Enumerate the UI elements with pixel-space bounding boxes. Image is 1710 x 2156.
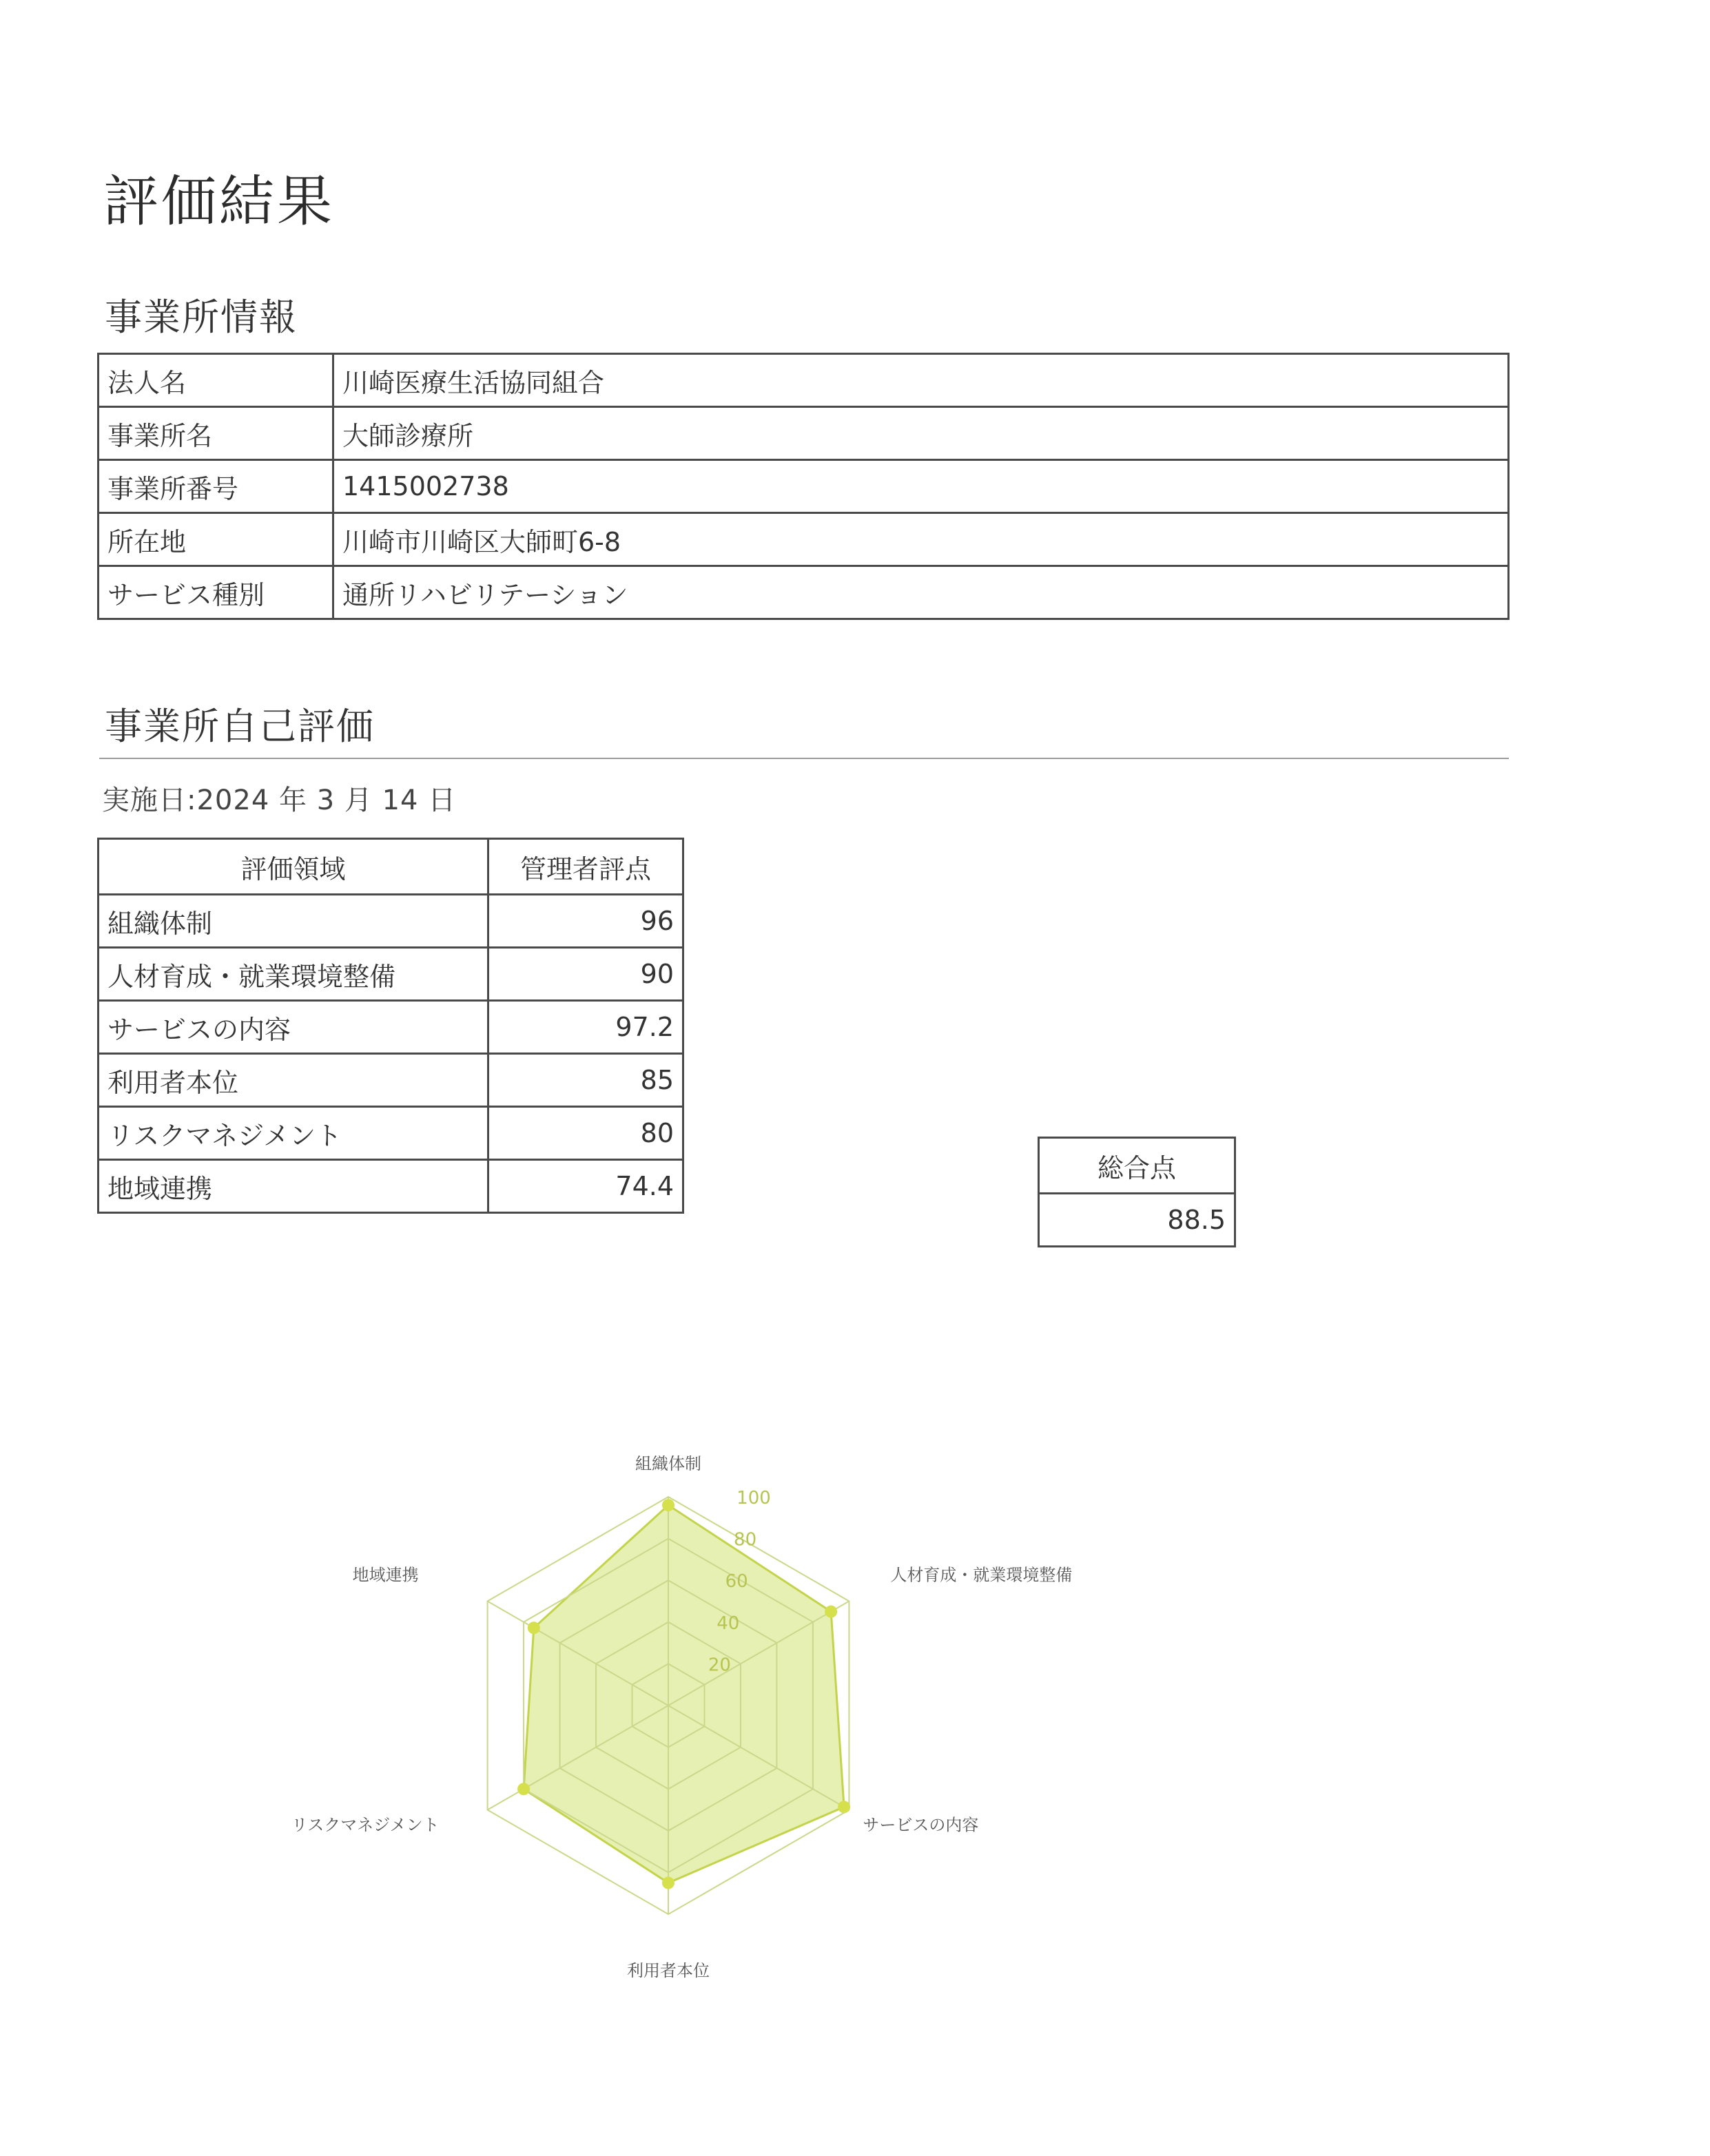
page-title: 評価結果 [103,169,335,234]
score-table [97,838,684,1214]
radar-axis-label: 利用者本位 [627,1961,710,1980]
table-row [99,460,1509,513]
table-row [99,948,683,1001]
table-row [99,1001,683,1054]
area-cell: 人材育成・就業環境整備 [99,948,488,1001]
radar-data-point [517,1783,530,1795]
score-cell: 97.2 [488,1001,683,1054]
total-value: 88.5 [1039,1194,1235,1247]
info-value: 川崎医療生活協同組合 [333,354,1509,407]
info-label: 事業所番号 [99,460,333,513]
radar-tick-label: 80 [734,1529,757,1551]
radar-data-point [662,1877,674,1889]
table-row [99,895,683,948]
info-value: 1415002738 [333,460,1509,513]
area-cell: サービスの内容 [99,1001,488,1054]
radar-data-point [838,1801,850,1813]
radar-series-area [524,1505,844,1883]
radar-axis-label: 人材育成・就業環境整備 [890,1565,1073,1585]
office-info-table [97,353,1510,620]
table-row [99,1054,683,1107]
column-header-area: 評価領域 [99,839,488,895]
score-cell: 74.4 [488,1160,683,1213]
score-cell: 85 [488,1054,683,1107]
section-title-office-info: 事業所情報 [105,296,298,339]
radar-axis-label: 組織体制 [635,1454,701,1473]
total-score-table [1038,1137,1236,1247]
info-label: 所在地 [99,513,333,566]
radar-axis-label: リスクマネジメント [291,1815,440,1835]
radar-axis-label: サービスの内容 [863,1815,979,1835]
total-label: 総合点 [1039,1138,1235,1194]
radar-chart [207,1371,1213,2060]
area-cell: リスクマネジメント [99,1107,488,1160]
table-row [99,354,1509,407]
radar-tick-label: 20 [708,1655,731,1676]
radar-tick-label: 60 [725,1571,748,1593]
table-row [99,1160,683,1213]
info-value: 川崎市川崎区大師町6-8 [333,513,1509,566]
table-row [99,1107,683,1160]
info-value: 大師診療所 [333,407,1509,460]
score-cell: 90 [488,948,683,1001]
column-header-score: 管理者評点 [488,839,683,895]
info-label: 事業所名 [99,407,333,460]
table-row [99,407,1509,460]
area-cell: 利用者本位 [99,1054,488,1107]
table-row [99,566,1509,619]
info-value: 通所リハビリテーション [333,566,1509,619]
score-cell: 80 [488,1107,683,1160]
radar-data-point [528,1621,540,1634]
info-label: サービス種別 [99,566,333,619]
info-label: 法人名 [99,354,333,407]
radar-data-point [825,1606,837,1618]
radar-tick-label: 100 [736,1488,771,1509]
implementation-date: 実施日:2024 年 3 月 14 日 [102,785,457,816]
table-row [1039,1194,1235,1247]
radar-axis-label: 地域連携 [352,1565,419,1585]
section-divider [99,758,1509,759]
area-cell: 組織体制 [99,895,488,948]
radar-tick-label: 40 [717,1613,740,1634]
section-title-self-evaluation: 事業所自己評価 [105,705,375,748]
radar-data-point [662,1499,674,1511]
table-header-row [1039,1138,1235,1194]
table-row [99,513,1509,566]
table-header-row [99,839,683,895]
score-cell: 96 [488,895,683,948]
area-cell: 地域連携 [99,1160,488,1213]
